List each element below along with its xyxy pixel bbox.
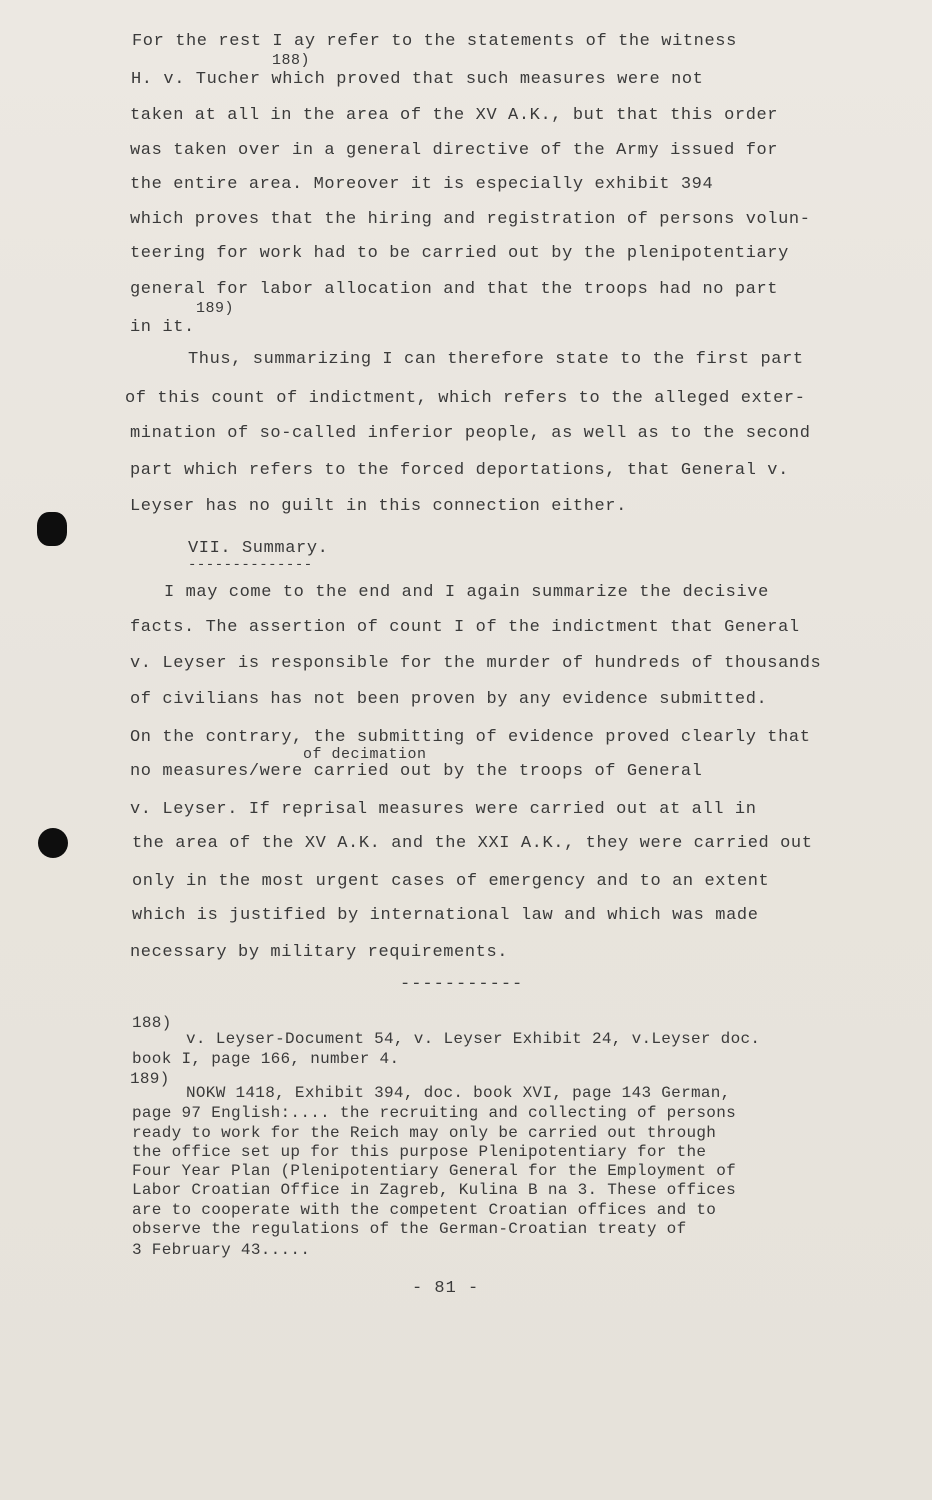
body-line: the area of the XV A.K. and the XXI A.K., they were carried out (132, 834, 813, 853)
footnote-line: v. Leyser-Document 54, v. Leyser Exhibit 24, v.Leyser doc. (186, 1030, 761, 1048)
body-line: of civilians has not been proven by any evidence submitted. (130, 690, 768, 709)
body-line: mination of so-called inferior people, as well as to the second (130, 424, 811, 443)
body-line: of this count of indictment, which refers to the alleged exter- (125, 389, 806, 408)
body-line: H. v. Tucher which proved that such measures were not (131, 70, 704, 89)
footnote-line: the office set up for this purpose Plenipotentiary for the (132, 1143, 707, 1161)
interlinear-insertion: of decimation (303, 746, 427, 763)
heading-underline: -------------- (188, 557, 313, 573)
page-number: - 81 - (412, 1279, 480, 1298)
body-line: general for labor allocation and that the troops had no part (130, 280, 779, 299)
footnote-line: ready to work for the Reich may only be carried out through (132, 1124, 717, 1142)
body-line: which is justified by international law and which was made (132, 906, 759, 925)
body-line: On the contrary, the submitting of evidence proved clearly that (130, 728, 811, 747)
footnote-line: Four Year Plan (Plenipotentiary General for the Employment of (132, 1162, 736, 1180)
separator-line: ----------- (400, 975, 524, 994)
body-line: necessary by military requirements. (130, 943, 509, 962)
body-line: For the rest I ay refer to the statements of the witness (132, 32, 737, 51)
body-line: was taken over in a general directive of the Army issued for (130, 141, 779, 160)
body-line: teering for work had to be carried out by the plenipotentiary (130, 244, 789, 263)
punch-hole (38, 828, 68, 858)
punch-hole (37, 512, 67, 546)
body-line: v. Leyser. If reprisal measures were carried out at all in (130, 800, 757, 819)
footnote-line: book I, page 166, number 4. (132, 1050, 400, 1068)
footnote-line: observe the regulations of the German-Croatian treaty of (132, 1220, 687, 1238)
body-line: which proves that the hiring and registration of persons volun- (130, 210, 811, 229)
body-line: in it. (130, 318, 195, 337)
footnote-ref: 188) (272, 52, 311, 69)
footnote-line: NOKW 1418, Exhibit 394, doc. book XVI, page 143 German, (186, 1084, 731, 1102)
body-line: the entire area. Moreover it is especially exhibit 394 (130, 175, 714, 194)
section-heading: VII. Summary. (188, 539, 329, 558)
footnote-line: Labor Croatian Office in Zagreb, Kulina B na 3. These offices (132, 1181, 736, 1199)
footnote-marker: 189) (130, 1070, 170, 1088)
footnote-marker: 188) (132, 1014, 172, 1032)
body-line: only in the most urgent cases of emergency and to an extent (132, 872, 770, 891)
footnote-line: page 97 English:.... the recruiting and collecting of persons (132, 1104, 736, 1122)
body-line: v. Leyser is responsible for the murder of hundreds of thousands (130, 654, 822, 673)
body-line: Leyser has no guilt in this connection either. (130, 497, 627, 516)
footnote-line: 3 February 43..... (132, 1241, 311, 1259)
body-line: Thus, summarizing I can therefore state to the first part (188, 350, 804, 369)
body-line: facts. The assertion of count I of the indictment that General (130, 618, 800, 637)
footnote-line: are to cooperate with the competent Croatian offices and to (132, 1201, 717, 1219)
body-line: no measures/were carried out by the troops of General (130, 762, 703, 781)
footnote-ref: 189) (196, 300, 235, 317)
body-line: I may come to the end and I again summarize the decisive (164, 583, 769, 602)
body-line: taken at all in the area of the XV A.K., but that this order (130, 106, 779, 125)
body-line: part which refers to the forced deportations, that General v. (130, 461, 789, 480)
